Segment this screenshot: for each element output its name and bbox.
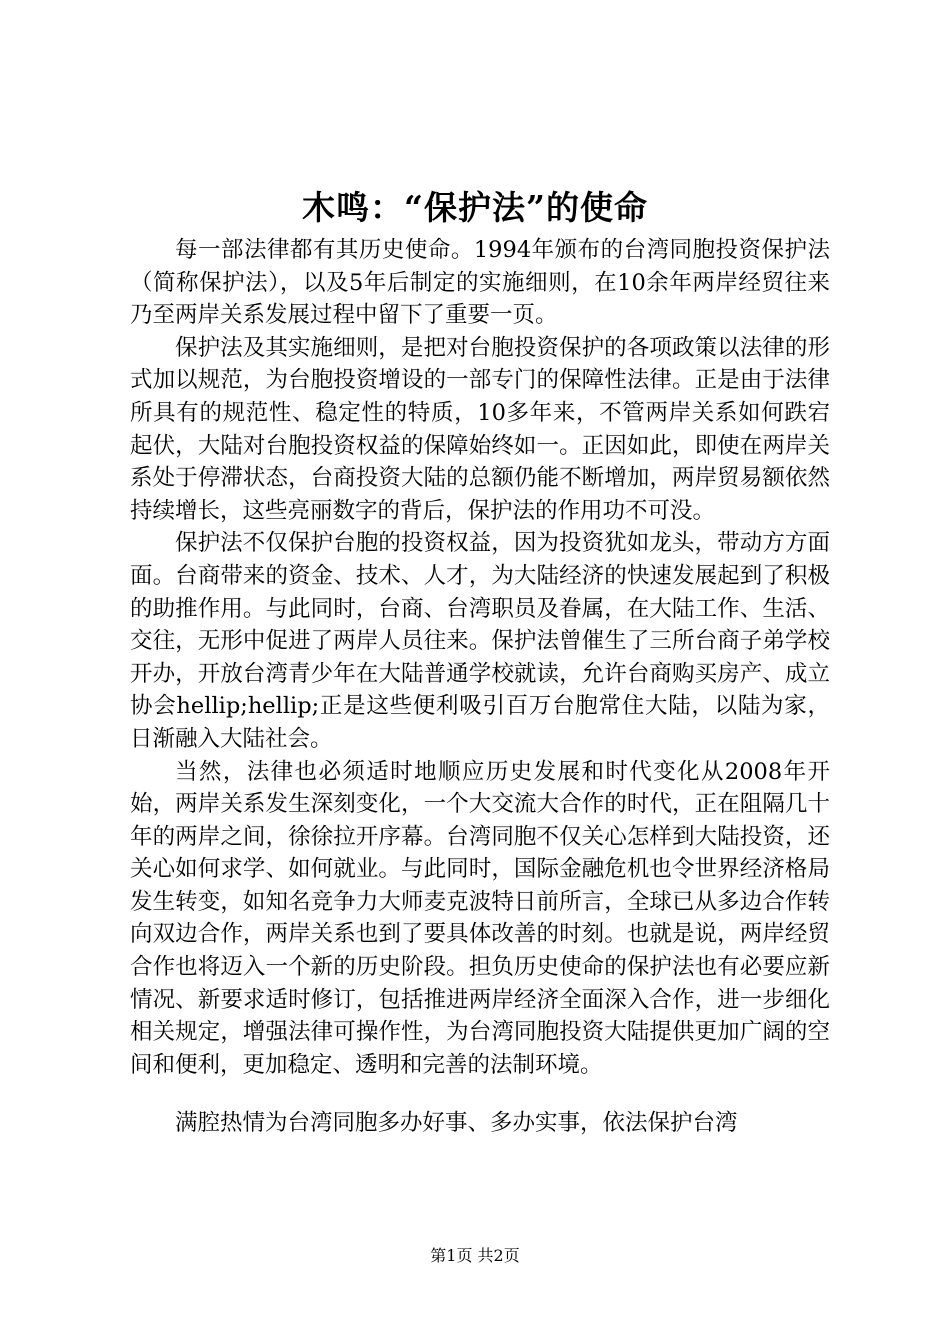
paragraph-3: 保护法不仅保护台胞的投资权益，因为投资犹如龙头，带动方方面面。台商带来的资金、技术、人才，为大陆经济的快速发展起到了积极的助推作用。与此同时，台商、台湾职员及眷属，在大陆工作、生活、交往，无形中促进了两岸人员往来。保护法曾催生了三所台商子弟学校开办，开放台湾青少年在大陆普通学校就读，允许台商购买房产、成立协会hellip;hellip;正是这些便利吸引百万台胞常住大陆，以陆为家，日渐融入大陆社会。 — [130, 530, 830, 752]
paragraph-1: 每一部法律都有其历史使命。1994年颁布的台湾同胞投资保护法（简称保护法），以及5年后制定的实施细则，在10余年两岸经贸往来乃至两岸关系发展过程中留下了重要一页。 — [130, 237, 830, 329]
paragraph-2: 保护法及其实施细则，是把对台胞投资保护的各项政策以法律的形式加以规范，为台胞投资增设的一部专门的保障性法律。正是由于法律所具有的规范性、稳定性的特质，10多年来，不管两岸关系如何跌宕起伏，大陆对台胞投资权益的保障始终如一。正因如此，即使在两岸关系处于停滞状态，台商投资大陆的总额仍能不断增加，两岸贸易额依然持续增长，这些亮丽数字的背后，保护法的作用功不可没。 — [130, 334, 830, 524]
document-title: 木鸣：“保护法”的使命 — [302, 188, 648, 227]
paragraph-4: 当然，法律也必须适时地顺应历史发展和时代变化从2008年开始，两岸关系发生深刻变化，一个大交流大合作的时代，正在阻隔几十年的两岸之间，徐徐拉开序幕。台湾同胞不仅关心怎样到大陆投资，还关心如何求学、如何就业。与此同时，国际金融危机也令世界经济格局发生转变，如知名竞争力大师麦克波特日前所言，全球已从多边合作转向双边合作，两岸关系也到了要具体改善的时刻。也就是说，两岸经贸合作也将迈入一个新的历史阶段。担负历史使命的保护法也有必要应新情况、新要求适时修订，包括推进两岸经济全面深入合作，进一步细化相关规定，增强法律可操作性，为台湾同胞投资大陆提供更加广阔的空间和便利，更加稳定、透明和完善的法制环境。 — [130, 758, 830, 1078]
paragraph-5: 满腔热情为台湾同胞多办好事、多办实事，依法保护台湾 — [175, 1110, 738, 1137]
document-body — [130, 234, 830, 1140]
page-number-footer: 第1页 共2页 — [430, 1246, 520, 1265]
